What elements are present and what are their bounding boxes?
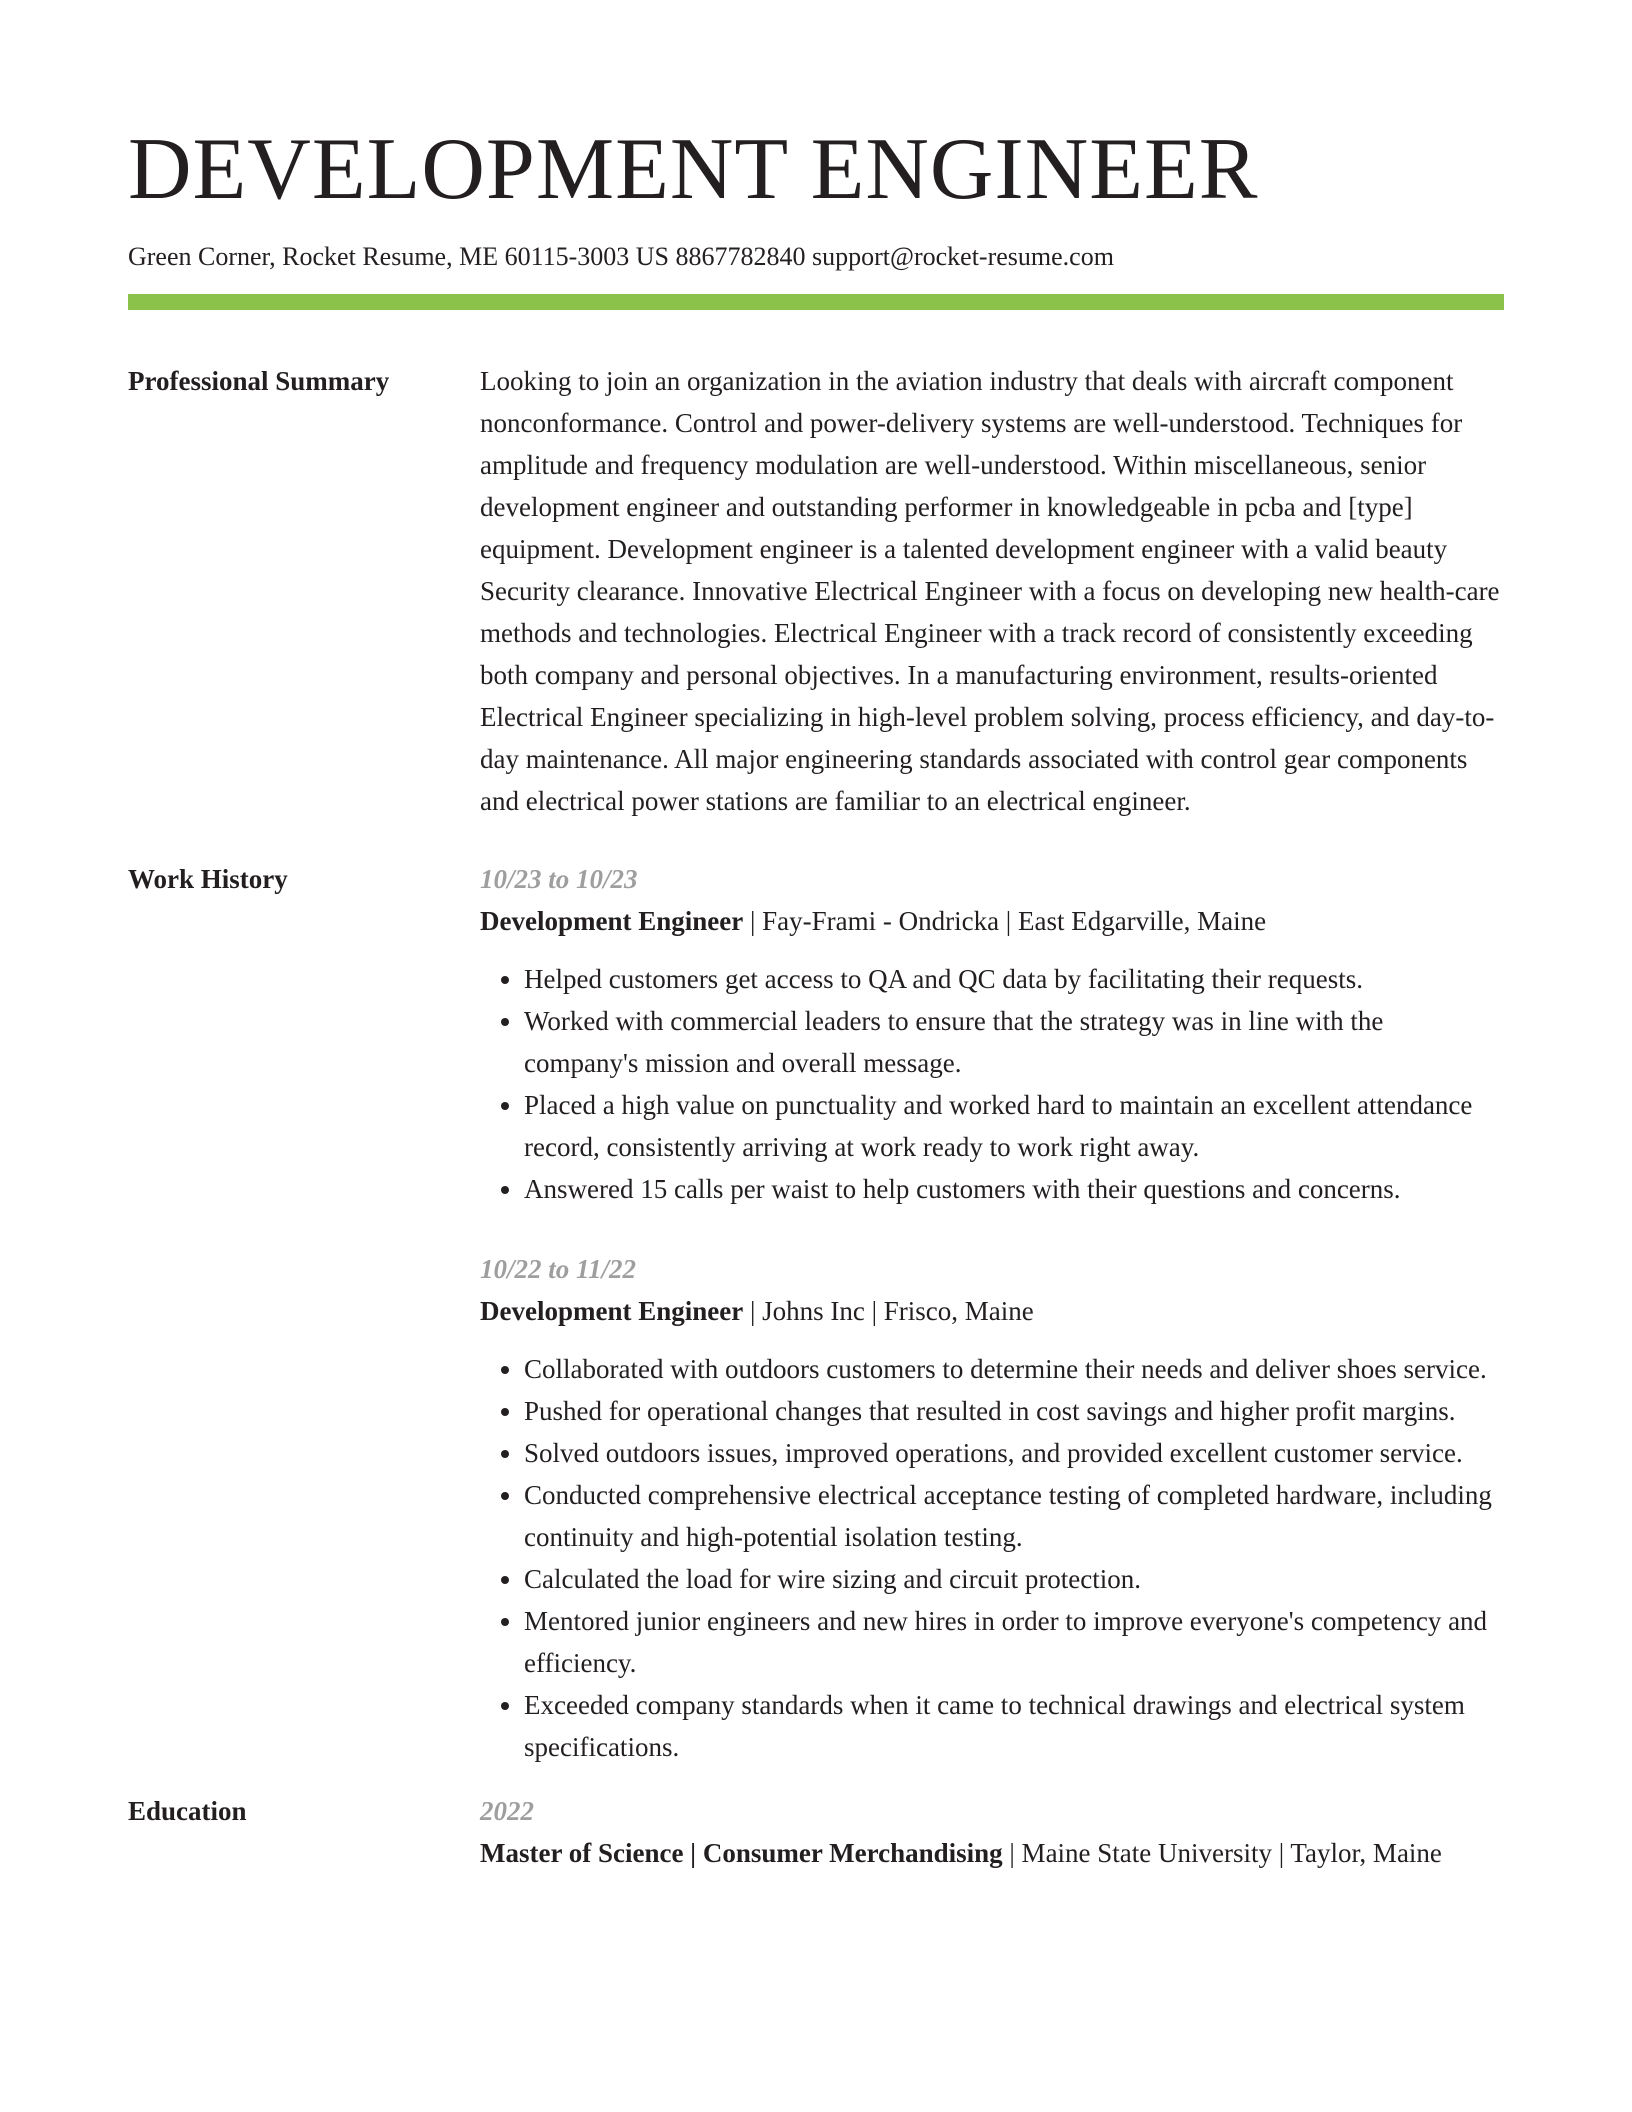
summary-heading: Professional Summary — [128, 366, 390, 396]
job-company: | Johns Inc | Frisco, Maine — [743, 1296, 1034, 1326]
job-entry — [480, 1248, 1504, 1768]
education-body — [480, 1790, 1504, 1874]
list-item: • Calculated the load for wire sizing and circuit protection. — [524, 1558, 1504, 1600]
job-entry — [480, 858, 1504, 1210]
list-item: • Exceeded company standards when it came to technical drawings and electrical system specifications. — [524, 1684, 1504, 1768]
list-item: • Answered 15 calls per waist to help customers with their questions and concerns. — [524, 1168, 1504, 1210]
job-dates: 10/22 to 11/22 — [480, 1254, 637, 1284]
education-section — [128, 1790, 1504, 1874]
summary-body — [480, 360, 1504, 822]
job-bullets — [480, 958, 1504, 1210]
summary-section — [128, 360, 1504, 822]
header-divider — [128, 294, 1504, 310]
work-history-body — [480, 858, 1504, 1768]
list-item: • Placed a high value on punctuality and worked hard to maintain an excellent attendance record, consistently arriving at work ready to work right away. — [524, 1084, 1504, 1168]
contact-phone: 8867782840 — [675, 242, 806, 271]
job-title: Development Engineer — [480, 1296, 744, 1326]
contact-address: Green Corner, Rocket Resume, ME 60115-3003 US — [128, 242, 670, 271]
education-school: | Maine State University | Taylor, Maine — [1002, 1838, 1442, 1868]
list-item: • Conducted comprehensive electrical acceptance testing of completed hardware, including continuity and high-potential isolation testing. — [524, 1474, 1504, 1558]
job-title: Development Engineer — [480, 906, 744, 936]
list-item: • Mentored junior engineers and new hires in order to improve everyone's competency and efficiency. — [524, 1600, 1504, 1684]
work-history-section — [128, 858, 1504, 1768]
job-bullets — [480, 1348, 1504, 1768]
list-item: • Worked with commercial leaders to ensure that the strategy was in line with the company's mission and overall message. — [524, 1000, 1504, 1084]
job-company: | Fay-Frami - Ondricka | East Edgarville, Maine — [743, 906, 1267, 936]
contact-email: support@rocket-resume.com — [812, 242, 1114, 271]
job-role-line — [480, 1290, 1504, 1332]
education-heading: Education — [128, 1796, 247, 1826]
list-item: • Helped customers get access to QA and QC data by facilitating their requests. — [524, 958, 1504, 1000]
list-item: • Collaborated with outdoors customers to determine their needs and deliver shoes service. — [524, 1348, 1504, 1390]
summary-text: Looking to join an organization in the aviation industry that deals with aircraft component nonconformance. Control and power-delivery systems are well-understood. Techniques for amplitude and frequency modulation are well-understood. Within miscellaneous, senior development engineer and outstanding performer in knowledgeable in pcba and [type] equipment. Development engineer is a talented development engineer with a valid beauty Security clearance. Innovative Electrical Engineer with a focus on developing new health-care methods and technologies. Electrical Engineer with a track record of consistently exceeding both company and personal objectives. In a manufacturing environment, results-oriented Electrical Engineer specializing in high-level problem solving, process efficiency, and day-to-day maintenance. All major engineering standards associated with control gear components and electrical power stations are familiar to an electrical engineer. — [480, 366, 1500, 816]
candidate-name: DEVELOPMENT ENGINEER — [128, 121, 1259, 218]
list-item: • Solved outdoors issues, improved operations, and provided excellent customer service. — [524, 1432, 1504, 1474]
education-line — [480, 1832, 1504, 1874]
education-year: 2022 — [480, 1796, 534, 1826]
list-item: • Pushed for operational changes that resulted in cost savings and higher profit margins. — [524, 1390, 1504, 1432]
job-dates: 10/23 to 10/23 — [480, 864, 638, 894]
education-degree: Master of Science | Consumer Merchandising — [480, 1838, 1003, 1868]
contact-line — [128, 240, 1504, 274]
job-role-line — [480, 900, 1504, 942]
work-history-heading: Work History — [128, 864, 288, 894]
